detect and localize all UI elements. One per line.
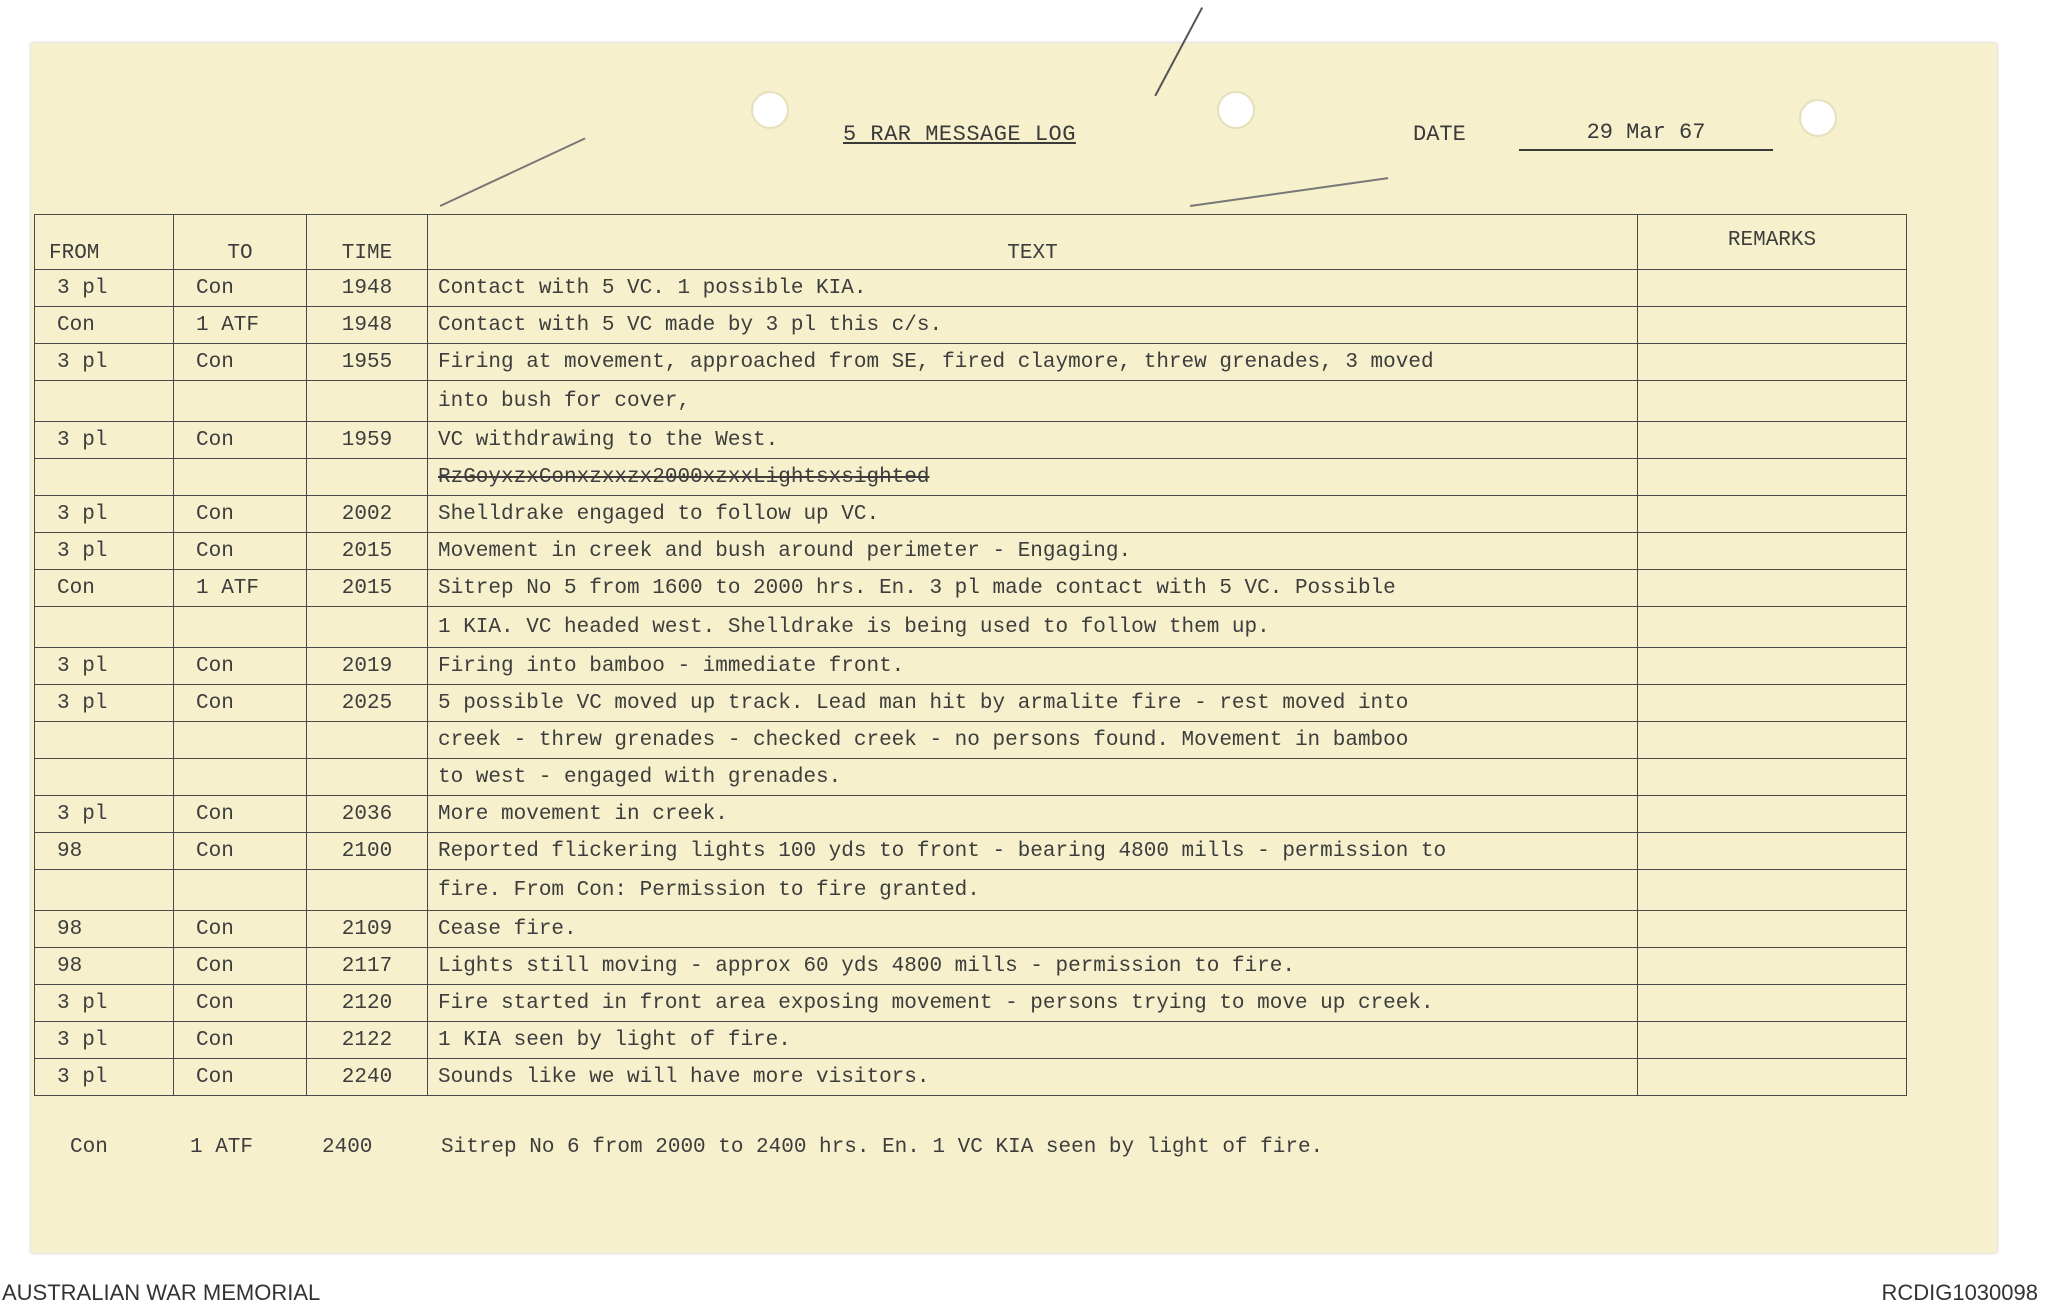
cell-from: 3 pl xyxy=(35,422,174,459)
table-row xyxy=(35,985,1907,1022)
cell-text: Sitrep No 5 from 1600 to 2000 hrs. En. 3 pl made contact with 5 VC. Possible xyxy=(428,570,1638,607)
cell-from: 3 pl xyxy=(35,1022,174,1059)
cell-text: RzGoyxzxConxzxxzx2000xzxxLightsxsighted xyxy=(428,459,1638,496)
cell-remarks xyxy=(1638,722,1907,759)
cell-from xyxy=(35,722,174,759)
date-value: 29 Mar 67 xyxy=(1519,120,1773,151)
cell-remarks xyxy=(1638,459,1907,496)
table-body xyxy=(35,270,1907,1096)
cell-time: 2109 xyxy=(307,911,428,948)
cell-from: Con xyxy=(35,307,174,344)
cell-from: 3 pl xyxy=(35,496,174,533)
cell-from xyxy=(35,759,174,796)
cell-time: 1959 xyxy=(307,422,428,459)
cell-time xyxy=(307,607,428,648)
table-row xyxy=(35,459,1907,496)
cell-text: 5 possible VC moved up track. Lead man hit by armalite fire - rest moved into xyxy=(428,685,1638,722)
table-row xyxy=(35,570,1907,607)
cell-to: Con xyxy=(174,270,307,307)
table-row xyxy=(35,381,1907,422)
cell-text: Firing at movement, approached from SE, fired claymore, threw grenades, 3 moved xyxy=(428,344,1638,381)
table-row xyxy=(35,648,1907,685)
cell-time: 1948 xyxy=(307,270,428,307)
table-row xyxy=(35,759,1907,796)
cell-text: Firing into bamboo - immediate front. xyxy=(428,648,1638,685)
cell-time: 2120 xyxy=(307,985,428,1022)
cell-to: Con xyxy=(174,948,307,985)
cell-from: Con xyxy=(35,570,174,607)
cell-text: Contact with 5 VC made by 3 pl this c/s. xyxy=(428,307,1638,344)
cell-text: 1 KIA seen by light of fire. xyxy=(428,1022,1638,1059)
cell-remarks xyxy=(1638,607,1907,648)
date-label: DATE xyxy=(1413,122,1466,147)
archive-credit: AUSTRALIAN WAR MEMORIAL xyxy=(2,1280,321,1305)
cell-text: into bush for cover, xyxy=(428,381,1638,422)
cell-text: Contact with 5 VC. 1 possible KIA. xyxy=(428,270,1638,307)
cell-to: Con xyxy=(174,833,307,870)
cell-remarks xyxy=(1638,570,1907,607)
cell-to: Con xyxy=(174,422,307,459)
cell-from: 3 pl xyxy=(35,685,174,722)
cell-time xyxy=(307,459,428,496)
cell-remarks xyxy=(1638,759,1907,796)
cell-to: Con xyxy=(174,1059,307,1096)
table-row xyxy=(35,1059,1907,1096)
cell-to xyxy=(174,381,307,422)
cell-time: 2240 xyxy=(307,1059,428,1096)
cell-time: 2036 xyxy=(307,796,428,833)
cell-text: Cease fire. xyxy=(428,911,1638,948)
cell-remarks xyxy=(1638,870,1907,911)
cell-text: creek - threw grenades - checked creek - no persons found. Movement in bamboo xyxy=(428,722,1638,759)
cell-from: 3 pl xyxy=(35,344,174,381)
cell-remarks xyxy=(1638,381,1907,422)
table-row xyxy=(35,422,1907,459)
cell-from: 3 pl xyxy=(35,1059,174,1096)
cell-remarks xyxy=(1638,422,1907,459)
cell-to: Con xyxy=(174,496,307,533)
entry-from: Con xyxy=(70,1136,108,1159)
cell-to xyxy=(174,607,307,648)
cell-to: Con xyxy=(174,648,307,685)
cell-from xyxy=(35,459,174,496)
cell-text: fire. From Con: Permission to fire granted. xyxy=(428,870,1638,911)
cell-to xyxy=(174,459,307,496)
cell-time xyxy=(307,759,428,796)
cell-remarks xyxy=(1638,270,1907,307)
cell-from: 98 xyxy=(35,948,174,985)
cell-time: 2015 xyxy=(307,570,428,607)
archive-id: RCDIG1030098 xyxy=(1881,1280,2038,1305)
cell-time: 2100 xyxy=(307,833,428,870)
cell-to: Con xyxy=(174,796,307,833)
cell-remarks xyxy=(1638,911,1907,948)
cell-remarks xyxy=(1638,948,1907,985)
cell-remarks xyxy=(1638,496,1907,533)
cell-time: 2122 xyxy=(307,1022,428,1059)
cell-from: 3 pl xyxy=(35,648,174,685)
punch-hole xyxy=(1217,91,1255,129)
cell-from: 3 pl xyxy=(35,533,174,570)
table-header-row xyxy=(35,215,1907,270)
cell-text: 1 KIA. VC headed west. Shelldrake is being used to follow them up. xyxy=(428,607,1638,648)
cell-to: Con xyxy=(174,533,307,570)
table-row xyxy=(35,307,1907,344)
table-row xyxy=(35,870,1907,911)
cell-time: 2117 xyxy=(307,948,428,985)
cell-remarks xyxy=(1638,1059,1907,1096)
entry-text: Sitrep No 6 from 2000 to 2400 hrs. En. 1 VC KIA seen by light of fire. xyxy=(441,1136,1324,1159)
cell-text: Movement in creek and bush around perimeter - Engaging. xyxy=(428,533,1638,570)
column-header-to: TO xyxy=(174,215,307,270)
cell-from xyxy=(35,607,174,648)
cell-to: 1 ATF xyxy=(174,570,307,607)
cell-remarks xyxy=(1638,796,1907,833)
cell-to: Con xyxy=(174,911,307,948)
table-row xyxy=(35,496,1907,533)
cell-from: 3 pl xyxy=(35,985,174,1022)
cell-time: 2025 xyxy=(307,685,428,722)
column-header-time: TIME xyxy=(307,215,428,270)
table-row xyxy=(35,722,1907,759)
entry-time: 2400 xyxy=(322,1136,373,1159)
table-row xyxy=(35,1022,1907,1059)
cell-to: Con xyxy=(174,1022,307,1059)
cell-from: 98 xyxy=(35,911,174,948)
cell-time: 1948 xyxy=(307,307,428,344)
cell-text: Fire started in front area exposing movement - persons trying to move up creek. xyxy=(428,985,1638,1022)
table-row xyxy=(35,911,1907,948)
cell-time: 1955 xyxy=(307,344,428,381)
cell-text: to west - engaged with grenades. xyxy=(428,759,1638,796)
cell-to: Con xyxy=(174,985,307,1022)
cell-text: VC withdrawing to the West. xyxy=(428,422,1638,459)
table-row xyxy=(35,685,1907,722)
cell-remarks xyxy=(1638,1022,1907,1059)
punch-hole xyxy=(1799,99,1837,137)
cell-text: Shelldrake engaged to follow up VC. xyxy=(428,496,1638,533)
column-header-text: TEXT xyxy=(428,215,1638,270)
cell-to: 1 ATF xyxy=(174,307,307,344)
cell-to: Con xyxy=(174,685,307,722)
table-row xyxy=(35,533,1907,570)
table-row xyxy=(35,833,1907,870)
cell-from: 98 xyxy=(35,833,174,870)
document-title: 5 RAR MESSAGE LOG xyxy=(843,122,1076,147)
cell-text: More movement in creek. xyxy=(428,796,1638,833)
cell-time xyxy=(307,381,428,422)
entry-to: 1 ATF xyxy=(190,1136,254,1159)
punch-hole xyxy=(751,91,789,129)
message-log-table xyxy=(34,214,1907,1096)
cell-from xyxy=(35,381,174,422)
cell-remarks xyxy=(1638,344,1907,381)
cell-remarks xyxy=(1638,648,1907,685)
table-row xyxy=(35,796,1907,833)
column-header-from: FROM xyxy=(35,215,174,270)
cell-to xyxy=(174,870,307,911)
table-row xyxy=(35,344,1907,381)
table-row xyxy=(35,270,1907,307)
cell-to xyxy=(174,759,307,796)
column-header-remarks: REMARKS xyxy=(1638,215,1907,270)
cell-text: Sounds like we will have more visitors. xyxy=(428,1059,1638,1096)
cell-remarks xyxy=(1638,833,1907,870)
cell-to xyxy=(174,722,307,759)
cell-time xyxy=(307,870,428,911)
cell-time: 2015 xyxy=(307,533,428,570)
cell-time xyxy=(307,722,428,759)
cell-remarks xyxy=(1638,985,1907,1022)
table-row xyxy=(35,948,1907,985)
cell-from: 3 pl xyxy=(35,796,174,833)
cell-to: Con xyxy=(174,344,307,381)
cell-remarks xyxy=(1638,307,1907,344)
cell-remarks xyxy=(1638,685,1907,722)
cell-text: Lights still moving - approx 60 yds 4800 mills - permission to fire. xyxy=(428,948,1638,985)
table-row xyxy=(35,607,1907,648)
cell-text: Reported flickering lights 100 yds to front - bearing 4800 mills - permission to xyxy=(428,833,1638,870)
cell-remarks xyxy=(1638,533,1907,570)
cell-time: 2002 xyxy=(307,496,428,533)
cell-from xyxy=(35,870,174,911)
cell-from: 3 pl xyxy=(35,270,174,307)
cell-time: 2019 xyxy=(307,648,428,685)
